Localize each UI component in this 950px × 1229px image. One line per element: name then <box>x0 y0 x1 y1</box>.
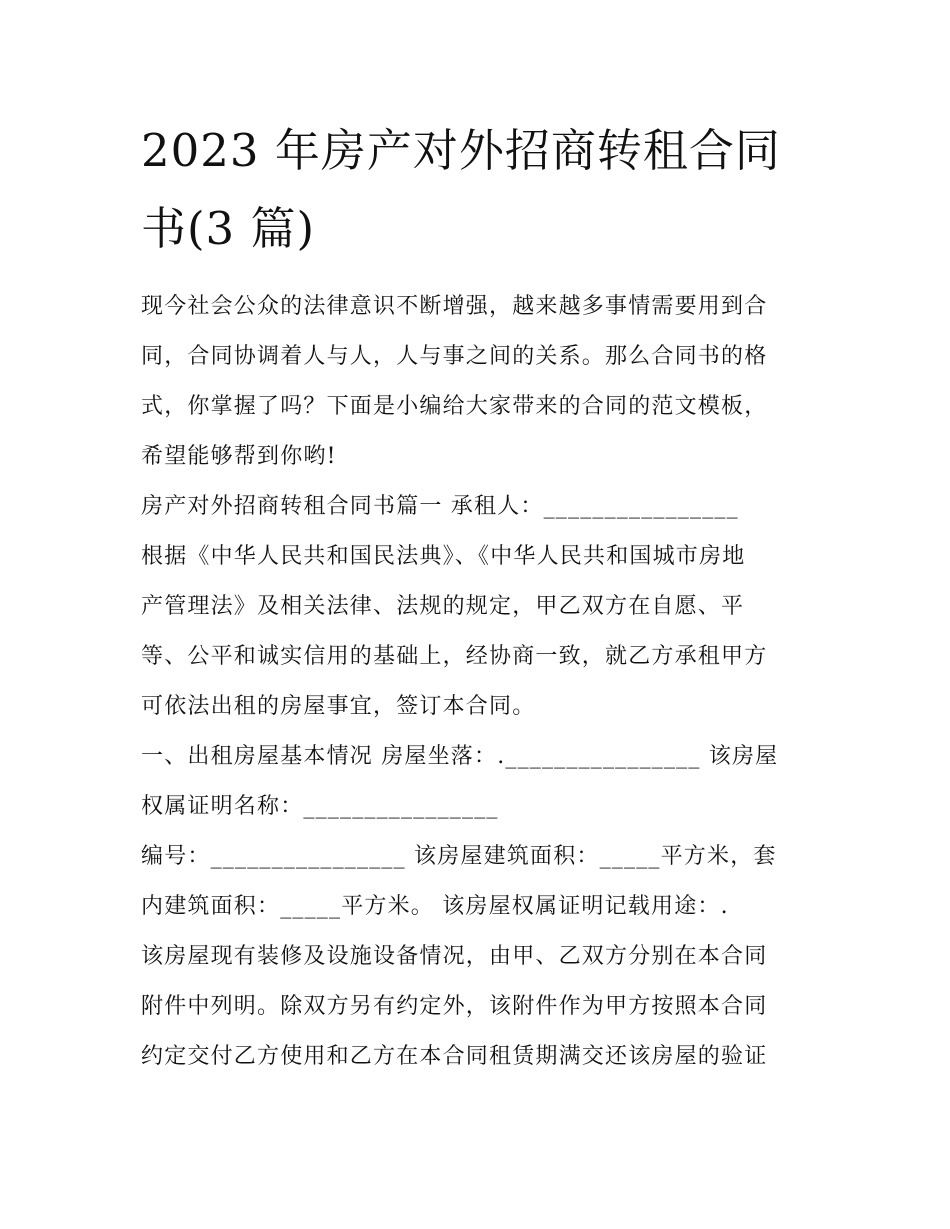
body-line: 现今社会公众的法律意识不断增强，越来越多事情需要用到合 <box>141 294 768 319</box>
title-line-2: 书(3 篇) <box>141 202 316 255</box>
body-line: 该房屋现有装修及设施设备情况，由甲、乙双方分别在本合同 <box>141 944 768 969</box>
body-line: 内建筑面积：_____平方米。 该房屋权属证明记载用途：. <box>141 894 729 919</box>
document-title <box>141 112 816 268</box>
body-text <box>141 282 816 1082</box>
body-line: 可依法出租的房屋事宜，签订本合同。 <box>141 694 536 719</box>
body-line: 约定交付乙方使用和乙方在本合同租赁期满交还该房屋的验证 <box>141 1044 768 1069</box>
document-page <box>141 112 816 1082</box>
body-line: 一、出租房屋基本情况 房屋坐落：.________________ 该房屋 <box>141 744 779 769</box>
body-line: 等、公平和诚实信用的基础上，经协商一致，就乙方承租甲方 <box>141 644 768 669</box>
body-line: 希望能够帮到你哟! <box>141 444 337 469</box>
body-line: 房产对外招商转租合同书篇一 承租人：________________ <box>141 494 739 519</box>
body-line: 式，你掌握了吗？下面是小编给大家带来的合同的范文模板， <box>141 394 768 419</box>
body-line: 根据《中华人民共和国民法典》、《中华人民共和国城市房地 <box>141 544 746 569</box>
title-line-1: 2023 年房产对外招商转租合同 <box>141 124 781 177</box>
body-line: 产管理法》及相关法律、法规的规定，甲乙双方在自愿、平 <box>141 594 745 619</box>
body-line: 编号：________________ 该房屋建筑面积：_____平方米，套 <box>141 844 777 869</box>
body-line: 权属证明名称：________________ <box>141 794 499 819</box>
body-line: 同，合同协调着人与人，人与事之间的关系。那么合同书的格 <box>141 344 768 369</box>
body-line: 附件中列明。除双方另有约定外，该附件作为甲方按照本合同 <box>141 994 768 1019</box>
